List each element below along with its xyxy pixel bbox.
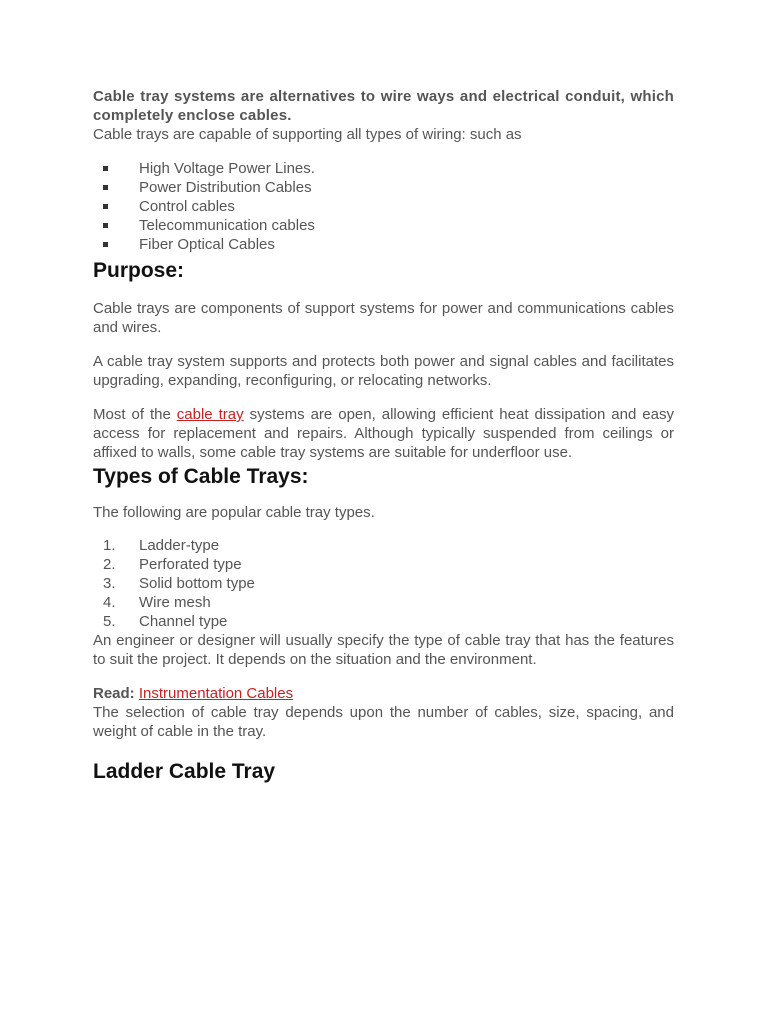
types-after-list-paragraph: An engineer or designer will usually specify the type of cable tray that has the features to suit the project. It depends on the situation and the environment. bbox=[93, 632, 674, 668]
list-item bbox=[93, 197, 674, 216]
list-item-label: Power Distribution Cables bbox=[139, 179, 312, 196]
list-number: 5. bbox=[103, 613, 116, 630]
square-bullet-icon bbox=[103, 185, 108, 190]
list-item-label: Perforated type bbox=[139, 556, 242, 573]
list-item-label: Telecommunication cables bbox=[139, 217, 315, 234]
list-item bbox=[93, 216, 674, 235]
list-item bbox=[93, 159, 674, 178]
list-item-label: Ladder-type bbox=[139, 537, 220, 554]
list-number: 1. bbox=[103, 537, 116, 554]
square-bullet-icon bbox=[103, 204, 108, 209]
read-more-line bbox=[93, 684, 674, 703]
intro-bold-sentence: Cable tray systems are alternatives to wire ways and electrical conduit, which completely enclose cables. bbox=[93, 88, 674, 124]
list-item-label: Channel type bbox=[139, 613, 228, 630]
list-item bbox=[93, 235, 674, 254]
square-bullet-icon bbox=[103, 223, 108, 228]
list-item bbox=[93, 574, 674, 593]
ladder-cable-tray-heading: Ladder Cable Tray bbox=[93, 760, 276, 783]
document-content bbox=[93, 87, 674, 785]
read-label: Read: bbox=[93, 685, 135, 702]
list-item bbox=[93, 178, 674, 197]
list-item-label: Fiber Optical Cables bbox=[139, 236, 275, 253]
list-item bbox=[93, 536, 674, 555]
cable-tray-link[interactable]: cable tray bbox=[176, 406, 244, 423]
square-bullet-icon bbox=[103, 166, 108, 171]
purpose-paragraph-3 bbox=[93, 405, 674, 462]
list-item bbox=[93, 593, 674, 612]
paragraph-text: systems are open, allowing efficient heat dissipation and easy access for replacement and repairs. Although typically suspended from ceilings or affixed to walls, some cable tray systems are suitable for underfloor use. bbox=[93, 406, 674, 461]
list-item bbox=[93, 555, 674, 574]
list-item-label: Wire mesh bbox=[139, 594, 211, 611]
types-heading: Types of Cable Trays: bbox=[93, 465, 309, 488]
list-item-label: Solid bottom type bbox=[139, 575, 255, 592]
purpose-heading: Purpose: bbox=[93, 259, 185, 282]
paragraph-text: Most of the bbox=[93, 406, 177, 423]
list-number: 3. bbox=[103, 575, 116, 592]
intro-sentence: Cable trays are capable of supporting all types of wiring: such as bbox=[93, 126, 522, 143]
wiring-types-list bbox=[93, 159, 674, 254]
instrumentation-cables-link[interactable]: Instrumentation Cables bbox=[138, 685, 294, 702]
selection-paragraph: The selection of cable tray depends upon the number of cables, size, spacing, and weight of cable in the tray. bbox=[93, 704, 674, 740]
types-list bbox=[93, 536, 674, 631]
list-item bbox=[93, 612, 674, 631]
square-bullet-icon bbox=[103, 242, 108, 247]
list-item-label: High Voltage Power Lines. bbox=[139, 160, 315, 177]
list-number: 2. bbox=[103, 556, 116, 573]
purpose-paragraph-1: Cable trays are components of support systems for power and communications cables and wires. bbox=[93, 300, 674, 336]
list-number: 4. bbox=[103, 594, 116, 611]
purpose-paragraph-2: A cable tray system supports and protects both power and signal cables and facilitates upgrading, expanding, reconfiguring, or relocating networks. bbox=[93, 353, 674, 389]
types-intro: The following are popular cable tray types. bbox=[93, 504, 375, 521]
list-item-label: Control cables bbox=[139, 198, 235, 215]
